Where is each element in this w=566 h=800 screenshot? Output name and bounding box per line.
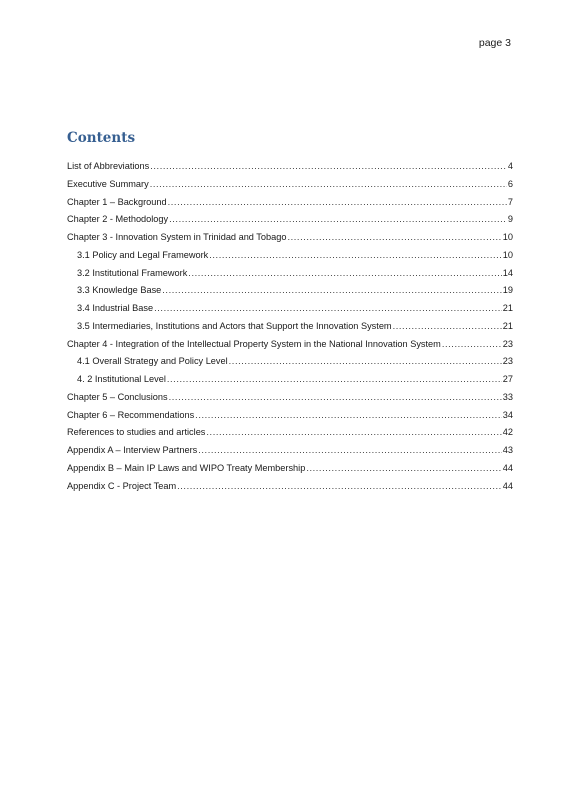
- toc-entry-page: 43: [502, 445, 513, 455]
- toc-entry-title: 3.5 Intermediaries, Institutions and Actors that Support the Innovation System: [77, 320, 392, 331]
- toc-dot-leader: [393, 318, 502, 336]
- toc-entry-page: 4: [507, 161, 513, 171]
- toc-entry-page: 33: [502, 391, 513, 402]
- toc-entry-page: 42: [502, 427, 513, 438]
- toc-entry-title: List of Abbreviations: [67, 161, 150, 171]
- toc-entry[interactable]: [67, 158, 513, 176]
- toc-entry-title: 4.1 Overall Strategy and Policy Level: [77, 356, 228, 367]
- toc-entry[interactable]: [67, 478, 513, 496]
- toc-entry-title: 3.3 Knowledge Base: [77, 285, 162, 296]
- toc-entry[interactable]: [67, 229, 513, 247]
- toc-entry-title: Chapter 5 – Conclusions: [67, 391, 168, 402]
- toc-entry[interactable]: [67, 353, 513, 371]
- toc-dot-leader: [169, 211, 507, 229]
- toc-entry[interactable]: [67, 460, 513, 478]
- toc-entry[interactable]: [67, 336, 513, 354]
- toc-entry-page: 23: [502, 356, 513, 367]
- toc-dot-leader: [188, 265, 501, 283]
- toc-entry[interactable]: [67, 282, 513, 300]
- page-number: page 3: [478, 37, 511, 49]
- toc-entry[interactable]: [67, 318, 513, 336]
- toc-entry[interactable]: [67, 176, 513, 194]
- toc-dot-leader: [162, 282, 501, 300]
- toc-dot-leader: [206, 424, 501, 442]
- toc-dot-leader: [150, 158, 507, 176]
- toc-dot-leader: [195, 407, 502, 425]
- toc-entry-page: 6: [507, 178, 513, 189]
- toc-entry-title: Chapter 1 – Background: [67, 196, 167, 207]
- toc-entry[interactable]: [67, 247, 513, 265]
- toc-entry-page: 10: [502, 249, 513, 260]
- toc-dot-leader: [177, 478, 502, 496]
- toc-entry-title: Chapter 6 – Recommendations: [67, 409, 195, 420]
- toc-entry[interactable]: [67, 371, 513, 389]
- toc-dot-leader: [229, 353, 502, 371]
- toc-entry[interactable]: [67, 211, 513, 229]
- toc-entry-page: 10: [502, 232, 513, 242]
- toc-dot-leader: [306, 460, 501, 478]
- toc-entry-title: Appendix B – Main IP Laws and WIPO Treaty Membership: [67, 462, 306, 473]
- toc-dot-leader: [150, 176, 507, 194]
- toc-entry[interactable]: [67, 265, 513, 283]
- toc-dot-leader: [198, 442, 502, 460]
- toc-dot-leader: [209, 247, 502, 265]
- toc-entry-title: Chapter 2 - Methodology: [67, 214, 169, 225]
- toc-entry-page: 23: [502, 338, 513, 349]
- toc-dot-leader: [442, 336, 502, 354]
- toc-entry-page: 34: [502, 409, 513, 420]
- toc-entry-page: 9: [507, 214, 513, 225]
- toc-entry-title: 3.1 Policy and Legal Framework: [77, 249, 209, 260]
- table-of-contents: [67, 158, 513, 495]
- toc-entry[interactable]: [67, 300, 513, 318]
- toc-entry-page: 44: [502, 462, 513, 473]
- toc-entry-title: Appendix A – Interview Partners: [67, 445, 198, 455]
- toc-entry-page: 44: [502, 480, 513, 491]
- toc-entry-title: References to studies and articles: [67, 427, 206, 438]
- toc-dot-leader: [167, 371, 502, 389]
- toc-entry-page: 7: [507, 196, 513, 207]
- toc-entry-page: 21: [502, 303, 513, 313]
- toc-entry-title: Appendix C - Project Team: [67, 480, 177, 491]
- toc-entry-title: Executive Summary: [67, 178, 149, 189]
- toc-dot-leader: [169, 389, 502, 407]
- toc-entry-title: 3.4 Industrial Base: [77, 303, 154, 313]
- toc-entry[interactable]: [67, 389, 513, 407]
- toc-entry-page: 19: [502, 285, 513, 296]
- toc-entry[interactable]: [67, 194, 513, 212]
- toc-entry[interactable]: [67, 407, 513, 425]
- toc-dot-leader: [154, 300, 502, 318]
- toc-dot-leader: [168, 194, 507, 212]
- toc-entry-page: 14: [502, 267, 513, 278]
- toc-entry[interactable]: [67, 424, 513, 442]
- toc-entry-page: 27: [502, 374, 513, 384]
- toc-entry-title: 4. 2 Institutional Level: [77, 374, 166, 384]
- toc-entry-title: Chapter 3 - Innovation System in Trinidad and Tobago: [67, 232, 287, 242]
- toc-entry[interactable]: [67, 442, 513, 460]
- toc-dot-leader: [287, 229, 501, 247]
- toc-entry-title: 3.2 Institutional Framework: [77, 267, 188, 278]
- toc-entry-title: Chapter 4 - Integration of the Intellectual Property System in the National Innovation System: [67, 338, 441, 349]
- toc-entry-page: 21: [502, 320, 513, 331]
- contents-heading: Contents: [67, 130, 136, 146]
